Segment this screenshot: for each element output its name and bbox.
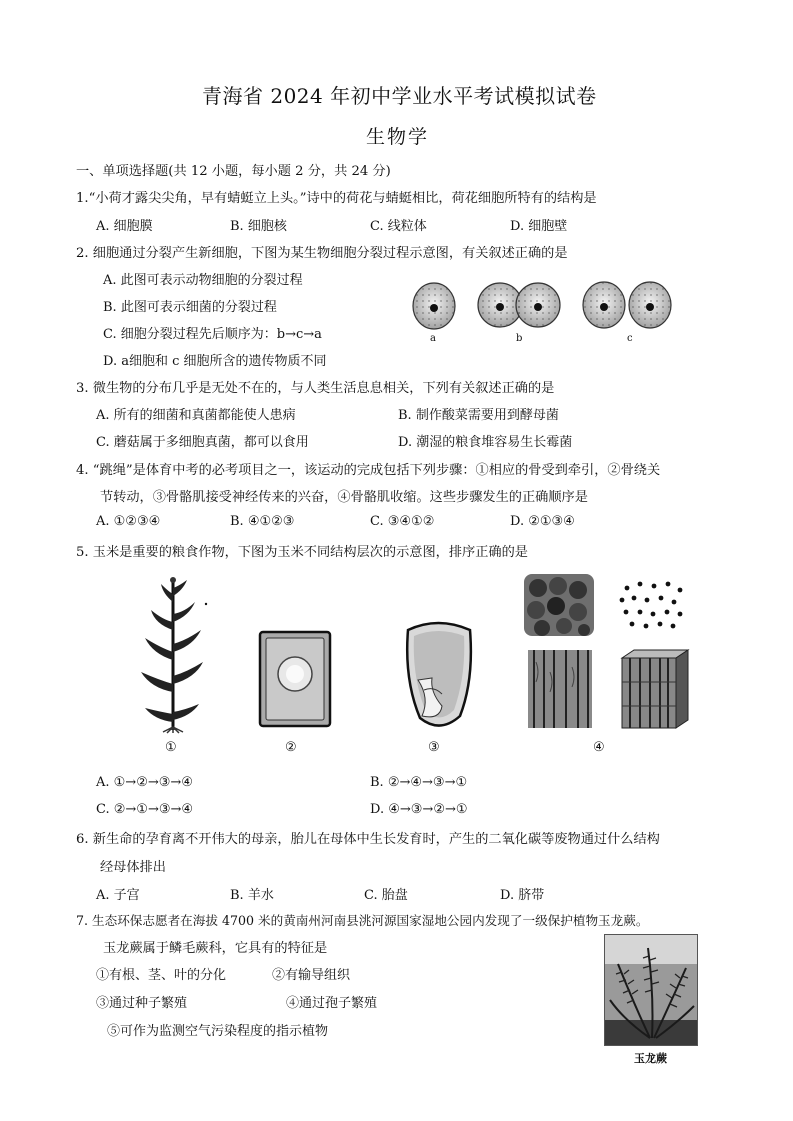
q2-option-c: C. 细胞分裂过程先后顺序为：b→c→a <box>103 327 322 342</box>
q4-option-c: C. ③④①② <box>370 514 435 529</box>
tissue-vessels <box>528 650 592 728</box>
q2-option-b: B. 此图可表示细菌的分裂过程 <box>103 300 277 315</box>
tissues-image <box>522 572 692 732</box>
q1-option-b: B. 细胞核 <box>230 219 287 234</box>
q1-option-d: D. 细胞壁 <box>510 219 568 234</box>
question-7-stem-line1: 7. 生态环保志愿者在海拔 4700 米的黄南州河南县洮河源国家湿地公园内发现了一级保护植物玉龙蕨。 <box>76 913 649 928</box>
fern-photo-caption: 玉龙蕨 <box>634 1052 667 1065</box>
q5-option-c: C. ②→①→③→④ <box>96 802 194 817</box>
q6-option-d: D. 脐带 <box>500 888 545 903</box>
question-4-stem-line2: 节转动，③骨骼肌接受神经传来的兴奋，④骨骼肌收缩。这些步骤发生的正确顺序是 <box>100 490 588 505</box>
question-4-stem-line1: 4. “跳绳”是体育中考的必考项目之一，该运动的完成包括下列步骤：①相应的骨受到牵引，②骨绕关 <box>76 463 661 478</box>
q7-item-5: ⑤可作为监测空气污染程度的指示植物 <box>107 1024 329 1039</box>
cell-division-figure <box>408 280 678 350</box>
page-title: 青海省 2024 年初中学业水平考试模拟试卷 <box>202 84 597 108</box>
cell-label-c: c <box>627 333 633 344</box>
cell-c <box>583 282 671 328</box>
fern-photo <box>604 934 698 1046</box>
question-1-stem: 1.“小荷才露尖尖角，早有蜻蜓立上头。”诗中的荷花与蜻蜓相比，荷花细胞所特有的结构是 <box>76 191 597 206</box>
q3-option-b: B. 制作酸菜需要用到酵母菌 <box>398 408 559 423</box>
question-3-stem: 3. 微生物的分布几乎是无处不在的，与人类生活息息相关，下列有关叙述正确的是 <box>76 381 555 396</box>
plant-cell-image <box>258 630 332 728</box>
q5-label-2: ② <box>285 740 297 755</box>
q5-option-d: D. ④→③→②→① <box>370 802 468 817</box>
tissue-parenchyma <box>524 574 594 636</box>
q7-item-2: ②有输导组织 <box>272 968 351 983</box>
question-6-stem-line2: 经母体排出 <box>100 860 166 875</box>
corn-kernel-image <box>400 620 476 732</box>
page-subtitle: 生物学 <box>366 126 430 148</box>
q5-label-1: ① <box>165 740 177 755</box>
q7-item-4: ④通过孢子繁殖 <box>286 996 378 1011</box>
q7-item-3: ③通过种子繁殖 <box>96 996 188 1011</box>
q5-label-3: ③ <box>428 740 440 755</box>
question-6-stem-line1: 6. 新生命的孕育离不开伟大的母亲，胎儿在母体中生长发育时，产生的二氧化碳等废物通过什么结构 <box>76 832 660 847</box>
cell-label-b: b <box>516 333 523 344</box>
question-5-stem: 5. 玉米是重要的粮食作物，下图为玉米不同结构层次的示意图，排序正确的是 <box>76 545 528 560</box>
q1-option-c: C. 线粒体 <box>370 219 427 234</box>
q5-option-a: A. ①→②→③→④ <box>96 775 193 790</box>
cell-label-a: a <box>430 333 436 344</box>
q6-option-c: C. 胎盘 <box>364 888 408 903</box>
tissue-dots <box>620 582 683 629</box>
q2-option-d: D. a细胞和 c 细胞所含的遗传物质不同 <box>103 354 327 369</box>
section-heading: 一、单项选择题(共 12 小题，每小题 2 分，共 24 分) <box>76 164 391 179</box>
question-7-stem-line2: 玉龙蕨属于鳞毛蕨科，它具有的特征是 <box>103 941 328 956</box>
q7-item-1: ①有根、茎、叶的分化 <box>96 968 227 983</box>
q3-option-a: A. 所有的细菌和真菌都能使人患病 <box>96 408 296 423</box>
tissue-block <box>622 650 688 728</box>
q3-option-c: C. 蘑菇属于多细胞真菌，都可以食用 <box>96 435 309 450</box>
corn-plant-image <box>138 572 208 732</box>
q5-option-b: B. ②→④→③→① <box>370 775 468 790</box>
cell-a <box>413 283 455 329</box>
q3-option-d: D. 潮湿的粮食堆容易生长霉菌 <box>398 435 573 450</box>
q5-label-4: ④ <box>593 740 605 755</box>
q2-option-a: A. 此图可表示动物细胞的分裂过程 <box>103 273 303 288</box>
cell-b <box>478 283 560 327</box>
q1-option-a: A. 细胞膜 <box>96 219 153 234</box>
q4-option-a: A. ①②③④ <box>96 514 161 529</box>
question-2-stem: 2. 细胞通过分裂产生新细胞，下图为某生物细胞分裂过程示意图，有关叙述正确的是 <box>76 246 568 261</box>
q6-option-b: B. 羊水 <box>230 888 274 903</box>
q4-option-d: D. ②①③④ <box>510 514 575 529</box>
q4-option-b: B. ④①②③ <box>230 514 295 529</box>
q6-option-a: A. 子宫 <box>96 888 140 903</box>
